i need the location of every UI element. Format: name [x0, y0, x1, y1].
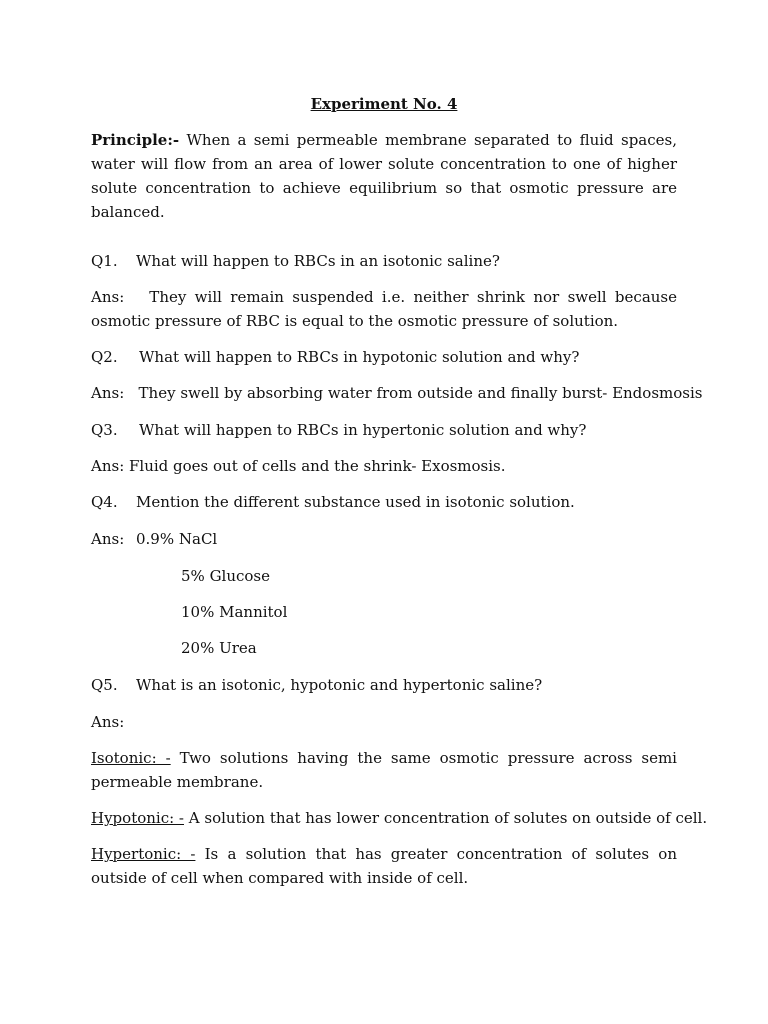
question-text: What will happen to RBCs in an isotonic saline?	[136, 252, 500, 270]
definition-isotonic	[91, 746, 677, 794]
answer-2: Ans: They swell by absorbing water from outside and finally burst- Endosmosis	[91, 384, 703, 402]
question-3	[91, 418, 586, 442]
question-number: Q2.	[91, 348, 118, 366]
principle-label: Principle:-	[91, 131, 180, 149]
definition-text: Is a solution that has greater concentration of solutes on outside of cell when compared with inside of cell.	[91, 845, 677, 887]
question-text: What will happen to RBCs in hypotonic solution and why?	[139, 348, 580, 366]
question-number: Q1.	[91, 252, 118, 270]
question-text: What is an isotonic, hypotonic and hypertonic saline?	[136, 676, 543, 694]
page-title: Experiment No. 4	[310, 95, 458, 113]
definition-term: Hypotonic: -	[91, 809, 184, 827]
answer-5: Ans:	[91, 713, 125, 731]
answer-4	[91, 527, 217, 551]
answer-prefix: Ans:	[91, 530, 125, 548]
principle-text: When a semi permeable membrane separated to fluid spaces, water will flow from an area of lower solute concentration to one of higher solute concentration to achieve equilibrium so that osmotic pressure are balanced.	[91, 131, 677, 221]
definition-hypertonic	[91, 842, 677, 890]
question-number: Q3.	[91, 421, 118, 439]
question-4	[91, 490, 575, 514]
list-item: 10% Mannitol	[181, 603, 288, 621]
definition-hypotonic	[91, 806, 707, 830]
question-5	[91, 673, 542, 697]
principle-paragraph	[91, 128, 677, 224]
list-item: 5% Glucose	[181, 567, 271, 585]
question-text: Mention the different substance used in isotonic solution.	[136, 493, 575, 511]
definition-text: Two solutions having the same osmotic pressure across semi permeable membrane.	[91, 749, 677, 791]
list-item: 20% Urea	[181, 639, 257, 657]
answer-1: Ans: They will remain suspended i.e. neither shrink nor swell because osmotic pressure of RBC is equal to the osmotic pressure of solution.	[91, 288, 682, 330]
list-item: 0.9% NaCl	[136, 530, 218, 548]
question-2	[91, 345, 579, 369]
question-number: Q4.	[91, 493, 118, 511]
definition-text: A solution that has lower concentration of solutes on outside of cell.	[184, 809, 708, 827]
definition-term: Isotonic: -	[91, 749, 171, 767]
question-number: Q5.	[91, 676, 118, 694]
question-text: What will happen to RBCs in hypertonic solution and why?	[139, 421, 587, 439]
question-1	[91, 249, 500, 273]
definition-term: Hypertonic: -	[91, 845, 196, 863]
answer-3: Ans: Fluid goes out of cells and the shrink- Exosmosis.	[91, 457, 506, 475]
